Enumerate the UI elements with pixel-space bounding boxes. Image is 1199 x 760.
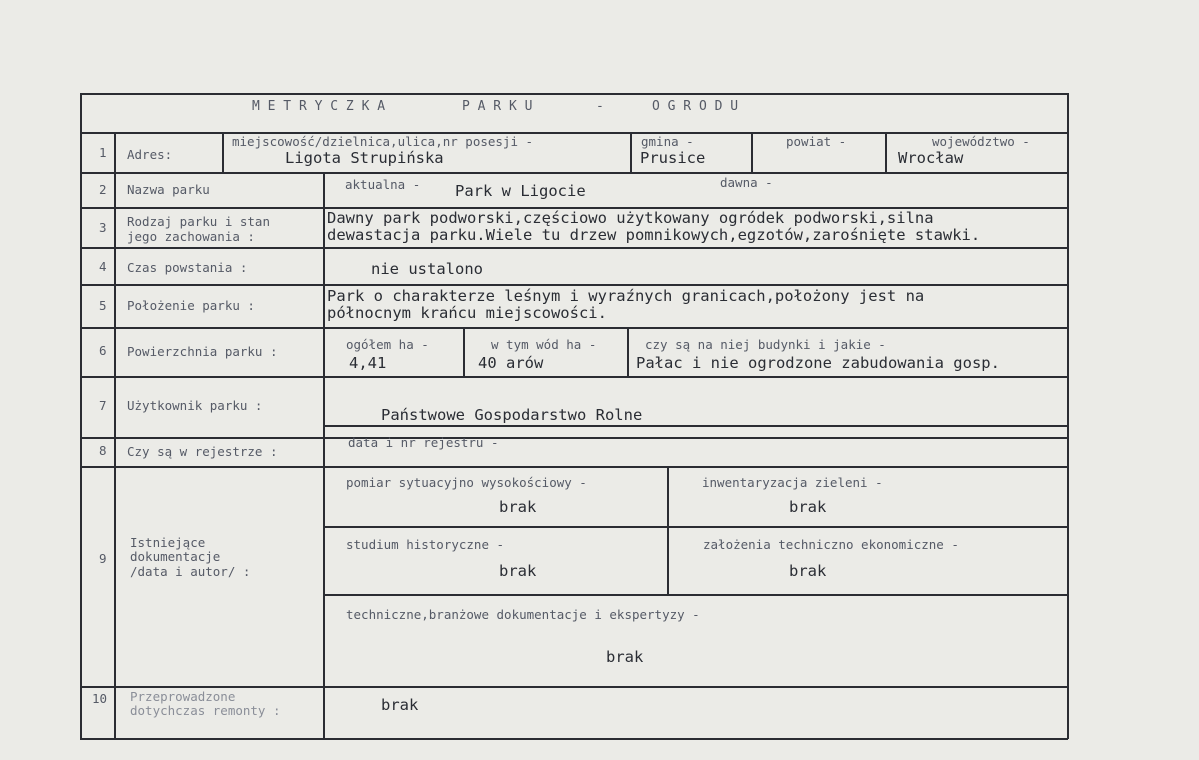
park-location-line-2: północnym krańcu miejscowości. [327,304,607,322]
name-current-label: aktualna - [345,177,421,192]
row-num-2: 2 [99,182,107,197]
address-locality-label: miejscowość/dzielnica,ulica,nr posesji - [232,134,534,149]
area-divider-2 [627,327,629,376]
park-location-line-1: Park o charakterze leśnym i wyraźnych granicach,położony jest na [327,287,925,305]
docs-greenery-value: brak [789,498,827,516]
docs-expertise-value: brak [606,648,644,666]
docs-survey-label: pomiar sytuacyjno wysokościowy - [346,475,587,490]
title-word-ogrodu: O G R O D U [652,99,739,114]
user-underline [323,425,1068,427]
row-num-1: 1 [99,145,107,160]
docs-history-label: studium historyczne - [346,537,505,552]
row-num-7: 7 [99,398,107,413]
title-dash: - [596,99,604,114]
gmina-divider [630,132,632,172]
area-total-value: 4,41 [349,354,387,372]
row-line-4 [80,247,1068,249]
docs-greenery-label: inwentaryzacja zieleni - [702,475,883,490]
frame-bottom [80,738,1068,740]
docs-expertise-label: techniczne,branżowe dokumentacje i ekspertyzy - [346,607,700,622]
creation-time-value: nie ustalono [371,260,483,278]
park-type-line-2: dewastacja parku.Wiele tu drzew pomnikowych,egzotów,zarośnięte stawki. [327,226,981,244]
label-park-location: Położenie parku : [127,298,255,313]
powiat-divider [751,132,753,172]
name-current-value: Park w Ligocie [455,182,586,200]
label-docs-1: Istniejące [130,535,206,550]
label-park-user: Użytkownik parku : [127,398,263,413]
docs-line-a [323,526,1068,528]
park-user-value: Państwowe Gospodarstwo Rolne [381,406,643,424]
area-water-label: w tym wód ha - [491,337,597,352]
label-park-type-1: Rodzaj parku i stan [127,214,270,229]
label-address: Adres: [127,147,173,162]
area-water-value: 40 arów [478,354,544,372]
area-buildings-label: czy są na niej budynki i jakie - [645,337,886,352]
label-creation-time: Czas powstania : [127,260,248,275]
registry-label: data i nr rejestru - [348,435,499,450]
docs-col-divider [667,466,669,594]
title-word-parku: P A R K U [462,99,533,114]
frame-right [1067,93,1069,739]
label-repairs-2: dotychczas remonty : [130,703,281,718]
label-registry: Czy są w rejestrze : [127,444,278,459]
label-park-type-2: jego zachowania : [127,229,255,244]
row-line-6 [80,327,1068,329]
row-line-10 [80,686,1068,688]
address-locality-value: Ligota Strupińska [285,149,444,167]
row-num-5: 5 [99,298,107,313]
row-line-5 [80,284,1068,286]
woj-divider [885,132,887,172]
row-line-8 [80,437,1068,439]
address-label-divider [222,132,224,172]
address-gmina-value: Prusice [640,149,706,167]
area-total-label: ogółem ha - [346,337,429,352]
row-num-3: 3 [99,220,107,235]
label-docs-3: /data i autor/ : [130,564,251,579]
address-gmina-label: gmina - [641,134,694,149]
frame-top [80,93,1068,95]
row-num-6: 6 [99,343,107,358]
label-park-area: Powierzchnia parku : [127,344,278,359]
row-num-4: 4 [99,259,107,274]
docs-technical-value: brak [789,562,827,580]
address-voivodeship-value: Wrocław [898,149,964,167]
frame-left [80,93,82,739]
repairs-value: brak [381,696,419,714]
docs-technical-label: założenia techniczno ekonomiczne - [703,537,959,552]
title-word-metryczka: M E T R Y C Z K A [252,99,386,114]
docs-line-b [323,594,1068,596]
address-voivodeship-label: województwo - [932,134,1030,149]
docs-history-value: brak [499,562,537,580]
area-divider-1 [463,327,465,376]
label-col-divider [323,172,325,738]
label-docs-2: dokumentacje [130,549,221,564]
row-num-10: 10 [92,691,108,706]
row-num-9: 9 [99,551,107,566]
row-line-1 [80,132,1068,134]
address-powiat-label: powiat - [786,134,847,149]
row-line-7 [80,376,1068,378]
docs-survey-value: brak [499,498,537,516]
area-buildings-value: Pałac i nie ogrodzone zabudowania gosp. [636,354,1000,372]
row-line-2 [80,172,1068,174]
park-type-line-1: Dawny park podworski,częściowo użytkowany ogródek podworski,silna [327,209,934,227]
label-repairs-1: Przeprowadzone [130,689,236,704]
name-former-label: dawna - [720,175,773,190]
row-num-8: 8 [99,443,107,458]
label-park-name: Nazwa parku [127,182,210,197]
row-line-9 [80,466,1068,468]
num-col-divider [114,132,116,738]
